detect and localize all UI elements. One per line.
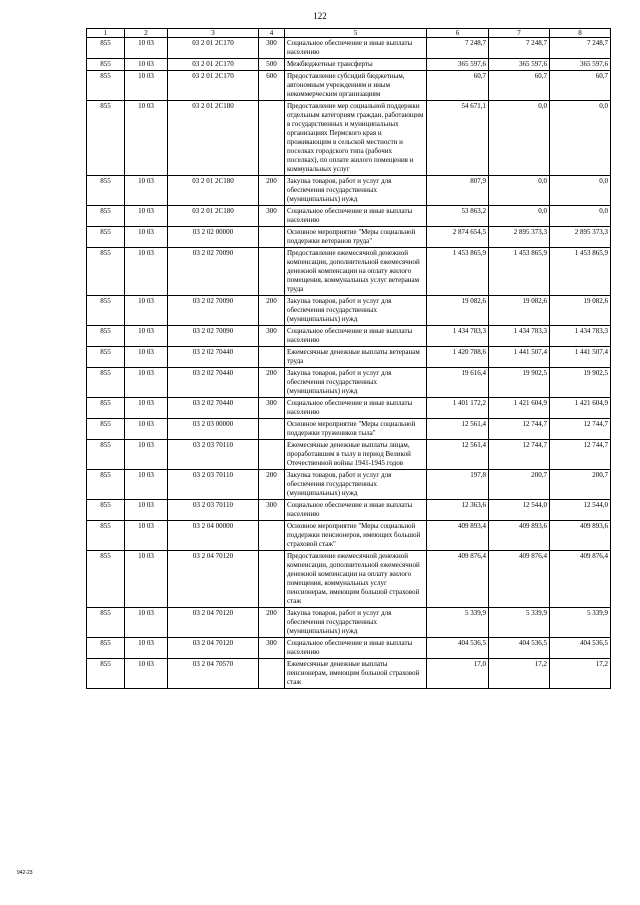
ministry-code-cell: 855 bbox=[87, 440, 125, 470]
column-number-header: 4 bbox=[259, 29, 285, 38]
amount-year3-cell: 409 893,6 bbox=[550, 521, 611, 551]
description-cell: Социальное обеспечение и иные выплаты населению bbox=[285, 206, 427, 227]
ministry-code-cell: 855 bbox=[87, 638, 125, 659]
section-code-cell: 10 03 bbox=[125, 176, 168, 206]
target-article-cell: 03 2 03 70110 bbox=[168, 440, 259, 470]
ministry-code-cell: 855 bbox=[87, 500, 125, 521]
target-article-cell: 03 2 03 00000 bbox=[168, 419, 259, 440]
description-cell: Социальное обеспечение и иные выплаты населению bbox=[285, 38, 427, 59]
target-article-cell: 03 2 03 70110 bbox=[168, 470, 259, 500]
expense-type-cell: 200 bbox=[259, 176, 285, 206]
amount-year1-cell: 17,0 bbox=[427, 659, 489, 689]
amount-year2-cell: 365 597,6 bbox=[489, 59, 550, 71]
ministry-code-cell: 855 bbox=[87, 347, 125, 368]
amount-year1-cell: 19 616,4 bbox=[427, 368, 489, 398]
expense-type-cell: 300 bbox=[259, 326, 285, 347]
budget-table bbox=[86, 28, 611, 689]
amount-year1-cell: 197,8 bbox=[427, 470, 489, 500]
target-article-cell: 03 2 01 2С180 bbox=[168, 176, 259, 206]
amount-year3-cell: 12 744,7 bbox=[550, 440, 611, 470]
target-article-cell: 03 2 04 70120 bbox=[168, 551, 259, 608]
amount-year2-cell: 0,0 bbox=[489, 101, 550, 176]
target-article-cell: 03 2 01 2С170 bbox=[168, 59, 259, 71]
target-article-cell: 03 2 01 2С170 bbox=[168, 71, 259, 101]
amount-year1-cell: 12 363,6 bbox=[427, 500, 489, 521]
table-row bbox=[87, 101, 611, 176]
table-row bbox=[87, 176, 611, 206]
amount-year1-cell: 807,9 bbox=[427, 176, 489, 206]
table-row bbox=[87, 326, 611, 347]
amount-year3-cell: 1 441 507,4 bbox=[550, 347, 611, 368]
table-row bbox=[87, 38, 611, 59]
table-row bbox=[87, 521, 611, 551]
expense-type-cell: 200 bbox=[259, 296, 285, 326]
table-row bbox=[87, 638, 611, 659]
amount-year1-cell: 1 434 783,3 bbox=[427, 326, 489, 347]
amount-year2-cell: 0,0 bbox=[489, 176, 550, 206]
section-code-cell: 10 03 bbox=[125, 419, 168, 440]
amount-year3-cell: 1 434 783,3 bbox=[550, 326, 611, 347]
amount-year3-cell: 12 544,0 bbox=[550, 500, 611, 521]
amount-year1-cell: 404 536,5 bbox=[427, 638, 489, 659]
expense-type-cell bbox=[259, 101, 285, 176]
amount-year1-cell: 12 561,4 bbox=[427, 440, 489, 470]
target-article-cell: 03 2 02 70440 bbox=[168, 398, 259, 419]
amount-year2-cell: 200,7 bbox=[489, 470, 550, 500]
amount-year3-cell: 1 453 865,9 bbox=[550, 248, 611, 296]
section-code-cell: 10 03 bbox=[125, 608, 168, 638]
amount-year1-cell: 12 561,4 bbox=[427, 419, 489, 440]
ministry-code-cell: 855 bbox=[87, 296, 125, 326]
ministry-code-cell: 855 bbox=[87, 71, 125, 101]
target-article-cell: 03 2 02 00000 bbox=[168, 227, 259, 248]
amount-year2-cell: 12 544,0 bbox=[489, 500, 550, 521]
section-code-cell: 10 03 bbox=[125, 296, 168, 326]
section-code-cell: 10 03 bbox=[125, 659, 168, 689]
amount-year2-cell: 409 893,6 bbox=[489, 521, 550, 551]
ministry-code-cell: 855 bbox=[87, 521, 125, 551]
section-code-cell: 10 03 bbox=[125, 368, 168, 398]
section-code-cell: 10 03 bbox=[125, 248, 168, 296]
ministry-code-cell: 855 bbox=[87, 398, 125, 419]
description-cell: Закупка товаров, работ и услуг для обеспечения государственных (муниципальных) нужд bbox=[285, 176, 427, 206]
amount-year3-cell: 365 597,6 bbox=[550, 59, 611, 71]
amount-year1-cell: 54 671,1 bbox=[427, 101, 489, 176]
target-article-cell: 03 2 02 70090 bbox=[168, 296, 259, 326]
section-code-cell: 10 03 bbox=[125, 551, 168, 608]
amount-year2-cell: 1 421 604,9 bbox=[489, 398, 550, 419]
expense-type-cell bbox=[259, 440, 285, 470]
amount-year2-cell: 404 536,5 bbox=[489, 638, 550, 659]
table-row bbox=[87, 368, 611, 398]
amount-year3-cell: 19 082,6 bbox=[550, 296, 611, 326]
section-code-cell: 10 03 bbox=[125, 38, 168, 59]
amount-year2-cell: 12 744,7 bbox=[489, 440, 550, 470]
table-row bbox=[87, 500, 611, 521]
expense-type-cell bbox=[259, 248, 285, 296]
section-code-cell: 10 03 bbox=[125, 398, 168, 419]
expense-type-cell bbox=[259, 521, 285, 551]
section-code-cell: 10 03 bbox=[125, 521, 168, 551]
ministry-code-cell: 855 bbox=[87, 59, 125, 71]
ministry-code-cell: 855 bbox=[87, 419, 125, 440]
description-cell: Ежемесячные денежные выплаты ветеранам труда bbox=[285, 347, 427, 368]
amount-year2-cell: 409 876,4 bbox=[489, 551, 550, 608]
target-article-cell: 03 2 02 70090 bbox=[168, 248, 259, 296]
target-article-cell: 03 2 02 70090 bbox=[168, 326, 259, 347]
amount-year3-cell: 7 248,7 bbox=[550, 38, 611, 59]
expense-type-cell: 300 bbox=[259, 398, 285, 419]
expense-type-cell bbox=[259, 551, 285, 608]
description-cell: Межбюджетные трансферты bbox=[285, 59, 427, 71]
ministry-code-cell: 855 bbox=[87, 176, 125, 206]
description-cell: Ежемесячные денежные выплаты пенсионерам, имеющим большой страховой стаж bbox=[285, 659, 427, 689]
expense-type-cell bbox=[259, 227, 285, 248]
table-row bbox=[87, 398, 611, 419]
ministry-code-cell: 855 bbox=[87, 608, 125, 638]
footer-code: 942-23 bbox=[17, 870, 33, 876]
amount-year1-cell: 60,7 bbox=[427, 71, 489, 101]
description-cell: Социальное обеспечение и иные выплаты населению bbox=[285, 398, 427, 419]
target-article-cell: 03 2 01 2С180 bbox=[168, 101, 259, 176]
table-row bbox=[87, 608, 611, 638]
section-code-cell: 10 03 bbox=[125, 101, 168, 176]
amount-year1-cell: 2 874 654,5 bbox=[427, 227, 489, 248]
amount-year3-cell: 12 744,7 bbox=[550, 419, 611, 440]
description-cell: Закупка товаров, работ и услуг для обеспечения государственных (муниципальных) нужд bbox=[285, 368, 427, 398]
amount-year3-cell: 404 536,5 bbox=[550, 638, 611, 659]
table-row bbox=[87, 248, 611, 296]
description-cell: Социальное обеспечение и иные выплаты населению bbox=[285, 500, 427, 521]
table-row bbox=[87, 227, 611, 248]
amount-year1-cell: 365 597,6 bbox=[427, 59, 489, 71]
ministry-code-cell: 855 bbox=[87, 248, 125, 296]
target-article-cell: 03 2 02 70440 bbox=[168, 347, 259, 368]
table-row bbox=[87, 659, 611, 689]
section-code-cell: 10 03 bbox=[125, 59, 168, 71]
description-cell: Основное мероприятие "Меры социальной поддержки пенсионеров, имеющих большой страховой стаж" bbox=[285, 521, 427, 551]
amount-year3-cell: 0,0 bbox=[550, 101, 611, 176]
expense-type-cell bbox=[259, 659, 285, 689]
description-cell: Предоставление субсидий бюджетным, автономным учреждениям и иным некоммерческим организациям bbox=[285, 71, 427, 101]
section-code-cell: 10 03 bbox=[125, 206, 168, 227]
amount-year3-cell: 0,0 bbox=[550, 206, 611, 227]
column-number-row bbox=[87, 29, 611, 38]
amount-year2-cell: 17,2 bbox=[489, 659, 550, 689]
description-cell: Закупка товаров, работ и услуг для обеспечения государственных (муниципальных) нужд bbox=[285, 608, 427, 638]
table-row bbox=[87, 296, 611, 326]
ministry-code-cell: 855 bbox=[87, 659, 125, 689]
amount-year3-cell: 17,2 bbox=[550, 659, 611, 689]
ministry-code-cell: 855 bbox=[87, 227, 125, 248]
amount-year2-cell: 2 895 373,3 bbox=[489, 227, 550, 248]
amount-year2-cell: 60,7 bbox=[489, 71, 550, 101]
ministry-code-cell: 855 bbox=[87, 470, 125, 500]
section-code-cell: 10 03 bbox=[125, 500, 168, 521]
column-number-header: 6 bbox=[427, 29, 489, 38]
table-row bbox=[87, 440, 611, 470]
table-row bbox=[87, 206, 611, 227]
description-cell: Социальное обеспечение и иные выплаты населению bbox=[285, 326, 427, 347]
expense-type-cell: 500 bbox=[259, 59, 285, 71]
amount-year1-cell: 5 339,9 bbox=[427, 608, 489, 638]
description-cell: Социальное обеспечение и иные выплаты населению bbox=[285, 638, 427, 659]
column-number-header: 5 bbox=[285, 29, 427, 38]
section-code-cell: 10 03 bbox=[125, 227, 168, 248]
description-cell: Ежемесячные денежные выплаты лицам, проработавшим в тылу в период Великой Отечественной войны 1941-1945 годов bbox=[285, 440, 427, 470]
column-number-header: 2 bbox=[125, 29, 168, 38]
table-body bbox=[87, 38, 611, 689]
table-row bbox=[87, 59, 611, 71]
description-cell: Предоставление ежемесячной денежной компенсации, дополнительной ежемесячной денежной компенсации на оплату жилого помещения, коммунальных услуг ветеранам труда bbox=[285, 248, 427, 296]
expense-type-cell bbox=[259, 347, 285, 368]
ministry-code-cell: 855 bbox=[87, 101, 125, 176]
expense-type-cell bbox=[259, 419, 285, 440]
amount-year1-cell: 1 401 172,2 bbox=[427, 398, 489, 419]
amount-year1-cell: 409 876,4 bbox=[427, 551, 489, 608]
section-code-cell: 10 03 bbox=[125, 347, 168, 368]
section-code-cell: 10 03 bbox=[125, 71, 168, 101]
table-row bbox=[87, 347, 611, 368]
amount-year1-cell: 409 893,4 bbox=[427, 521, 489, 551]
description-cell: Закупка товаров, работ и услуг для обеспечения государственных (муниципальных) нужд bbox=[285, 296, 427, 326]
amount-year3-cell: 2 895 373,3 bbox=[550, 227, 611, 248]
column-number-header: 3 bbox=[168, 29, 259, 38]
amount-year2-cell: 1 453 865,9 bbox=[489, 248, 550, 296]
section-code-cell: 10 03 bbox=[125, 638, 168, 659]
target-article-cell: 03 2 04 70120 bbox=[168, 608, 259, 638]
ministry-code-cell: 855 bbox=[87, 38, 125, 59]
amount-year1-cell: 19 082,6 bbox=[427, 296, 489, 326]
target-article-cell: 03 2 03 70110 bbox=[168, 500, 259, 521]
section-code-cell: 10 03 bbox=[125, 440, 168, 470]
description-cell: Основное мероприятие "Меры социальной поддержки ветеранов труда" bbox=[285, 227, 427, 248]
table-row bbox=[87, 551, 611, 608]
amount-year3-cell: 409 876,4 bbox=[550, 551, 611, 608]
target-article-cell: 03 2 01 2С180 bbox=[168, 206, 259, 227]
amount-year2-cell: 12 744,7 bbox=[489, 419, 550, 440]
amount-year2-cell: 7 248,7 bbox=[489, 38, 550, 59]
description-cell: Предоставление мер социальной поддержки отдельным категориям граждан, работающим в государственных и муниципальных организациях Пермского края и проживающим в сельской местности и поселках городского типа (рабочих поселках), по оплате жилого помещения и коммунальных услуг bbox=[285, 101, 427, 176]
amount-year3-cell: 200,7 bbox=[550, 470, 611, 500]
expense-type-cell: 200 bbox=[259, 608, 285, 638]
target-article-cell: 03 2 04 70120 bbox=[168, 638, 259, 659]
amount-year1-cell: 53 863,2 bbox=[427, 206, 489, 227]
expense-type-cell: 600 bbox=[259, 71, 285, 101]
ministry-code-cell: 855 bbox=[87, 551, 125, 608]
target-article-cell: 03 2 04 00000 bbox=[168, 521, 259, 551]
description-cell: Основное мероприятие "Меры социальной поддержки тружеников тыла" bbox=[285, 419, 427, 440]
expense-type-cell: 300 bbox=[259, 206, 285, 227]
column-number-header: 1 bbox=[87, 29, 125, 38]
table-row bbox=[87, 419, 611, 440]
table-row bbox=[87, 71, 611, 101]
amount-year1-cell: 1 420 788,6 bbox=[427, 347, 489, 368]
target-article-cell: 03 2 04 70570 bbox=[168, 659, 259, 689]
target-article-cell: 03 2 01 2С170 bbox=[168, 38, 259, 59]
expense-type-cell: 300 bbox=[259, 500, 285, 521]
amount-year2-cell: 1 434 783,3 bbox=[489, 326, 550, 347]
amount-year3-cell: 0,0 bbox=[550, 176, 611, 206]
expense-type-cell: 200 bbox=[259, 368, 285, 398]
description-cell: Предоставление ежемесячной денежной компенсации, дополнительной ежемесячной денежной компенсации на оплату жилого помещения, коммунальных услуг пенсионерам, имеющим большой страховой стаж bbox=[285, 551, 427, 608]
ministry-code-cell: 855 bbox=[87, 206, 125, 227]
amount-year2-cell: 1 441 507,4 bbox=[489, 347, 550, 368]
amount-year2-cell: 0,0 bbox=[489, 206, 550, 227]
table-row bbox=[87, 470, 611, 500]
column-number-header: 7 bbox=[489, 29, 550, 38]
amount-year3-cell: 60,7 bbox=[550, 71, 611, 101]
column-number-header: 8 bbox=[550, 29, 611, 38]
amount-year2-cell: 5 339,9 bbox=[489, 608, 550, 638]
ministry-code-cell: 855 bbox=[87, 368, 125, 398]
amount-year2-cell: 19 082,6 bbox=[489, 296, 550, 326]
page-number: 122 bbox=[313, 11, 327, 21]
expense-type-cell: 200 bbox=[259, 470, 285, 500]
ministry-code-cell: 855 bbox=[87, 326, 125, 347]
amount-year2-cell: 19 902,5 bbox=[489, 368, 550, 398]
section-code-cell: 10 03 bbox=[125, 470, 168, 500]
amount-year3-cell: 5 339,9 bbox=[550, 608, 611, 638]
amount-year1-cell: 1 453 865,9 bbox=[427, 248, 489, 296]
expense-type-cell: 300 bbox=[259, 38, 285, 59]
section-code-cell: 10 03 bbox=[125, 326, 168, 347]
description-cell: Закупка товаров, работ и услуг для обеспечения государственных (муниципальных) нужд bbox=[285, 470, 427, 500]
amount-year1-cell: 7 248,7 bbox=[427, 38, 489, 59]
amount-year3-cell: 19 902,5 bbox=[550, 368, 611, 398]
target-article-cell: 03 2 02 70440 bbox=[168, 368, 259, 398]
expense-type-cell: 300 bbox=[259, 638, 285, 659]
amount-year3-cell: 1 421 604,9 bbox=[550, 398, 611, 419]
